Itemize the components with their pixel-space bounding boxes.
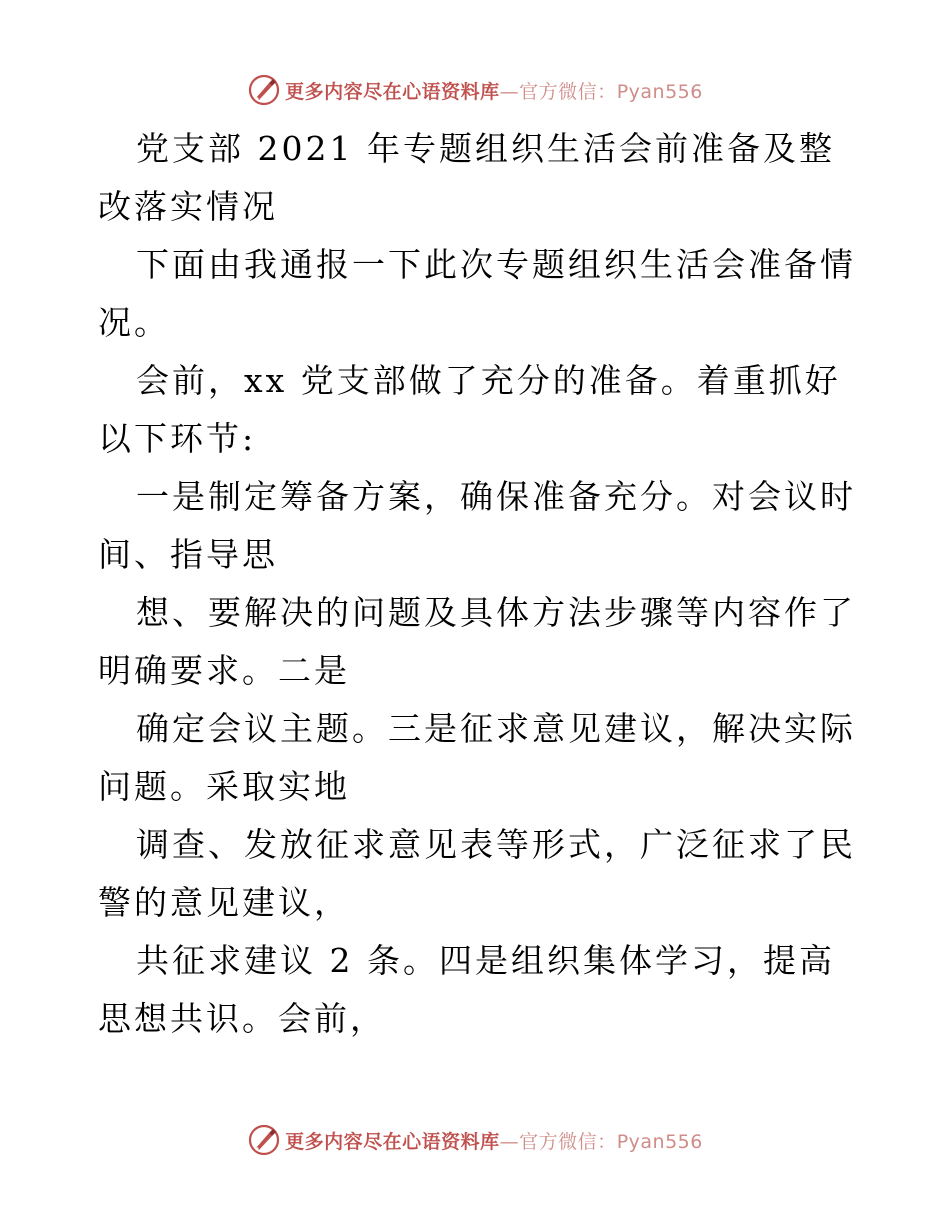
paragraph-item-2-3: 确定会议主题。三是征求意见建议，解决实际问题。采取实地 xyxy=(98,709,856,806)
paragraph-item-1-cont: 想、要解决的问题及具体方法步骤等内容作了明确要求。二是 xyxy=(98,593,856,690)
paragraph-item-1: 一是制定筹备方案，确保准备充分。对会议时间、指导思 xyxy=(98,477,856,574)
watermark-separator: — xyxy=(499,1130,520,1153)
watermark-wechat-label: 官方微信： xyxy=(519,80,617,103)
pen-in-circle-logo-icon xyxy=(247,1123,281,1157)
paragraph-item-4: 共征求建议 2 条。四是组织集体学习，提高思想共识。会前， xyxy=(98,941,835,1038)
watermark-wechat-id: Pyan556 xyxy=(616,80,703,103)
watermark-site-name: 更多内容尽在心语资料库 xyxy=(285,1130,500,1153)
watermark-wechat-id: Pyan556 xyxy=(616,1130,703,1153)
document-title: 党支部 2021 年专题组织生活会前准备及整改落实情况 xyxy=(98,129,835,226)
paragraph-item-3-cont: 调查、发放征求意见表等形式，广泛征求了民警的意见建议， xyxy=(98,825,856,922)
document-body xyxy=(98,120,858,1048)
header-watermark xyxy=(0,70,950,110)
footer-watermark xyxy=(0,1120,950,1160)
watermark-site-name: 更多内容尽在心语资料库 xyxy=(285,80,500,103)
watermark-text xyxy=(285,1127,703,1154)
paragraph-preparation: 会前，xx 党支部做了充分的准备。着重抓好以下环节: xyxy=(98,361,841,458)
watermark-wechat-label: 官方微信： xyxy=(519,1130,617,1153)
watermark-text xyxy=(285,77,703,104)
watermark-separator: — xyxy=(499,80,520,103)
paragraph-intro: 下面由我通报一下此次专题组织生活会准备情况。 xyxy=(98,245,856,342)
pen-in-circle-logo-icon xyxy=(247,73,281,107)
